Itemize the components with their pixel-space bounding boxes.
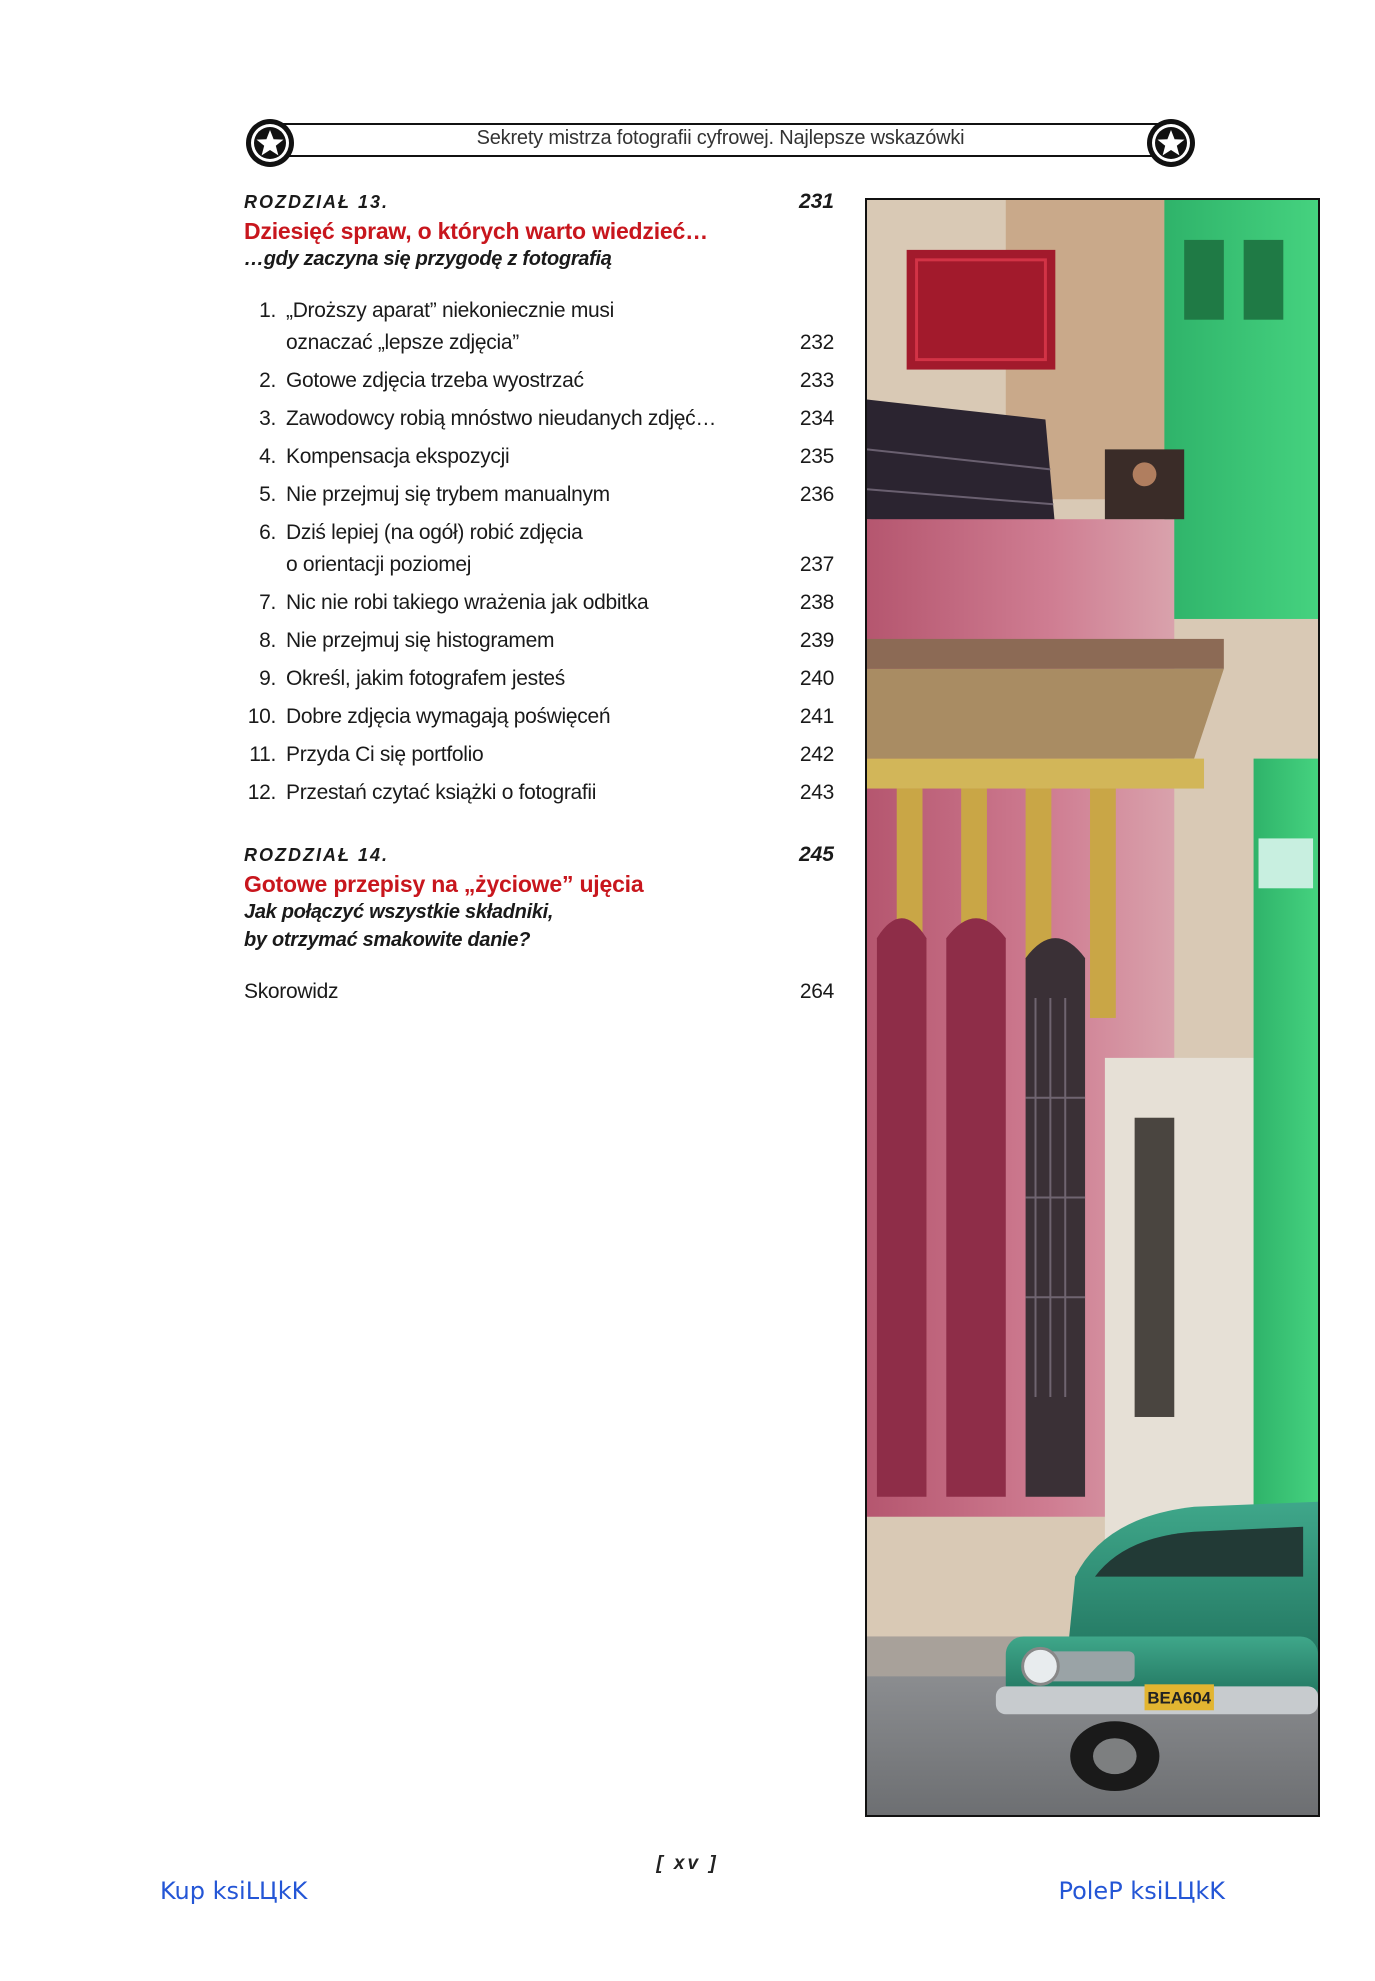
entry-number: 8. — [259, 629, 276, 652]
chapter-13-sections — [244, 295, 834, 809]
toc-entry[interactable] — [244, 365, 834, 397]
chapter-title: Dziesięć spraw, o których warto wiedzieć… — [244, 218, 708, 244]
chapter-14-heading — [244, 843, 834, 867]
index-entry[interactable] — [244, 980, 834, 1004]
toc-entry[interactable] — [244, 701, 834, 733]
header-rule-top — [274, 123, 1167, 125]
entry-number: 11. — [249, 743, 276, 766]
entry-number: 2. — [259, 369, 276, 392]
entry-title: Przestań czytać książki o fotografii — [286, 781, 597, 804]
toc-entry[interactable] — [244, 777, 834, 809]
entry-number: 10. — [247, 705, 276, 728]
entry-page: 241 — [799, 705, 834, 728]
index-label: Skorowidz — [244, 980, 339, 1003]
recommend-book-link[interactable]: PoleP ksiLЦkK — [1058, 1877, 1225, 1905]
entry-title: Określ, jakim fotografem jesteś — [286, 667, 565, 690]
entry-page: 232 — [799, 331, 834, 354]
toc-entry[interactable] — [244, 479, 834, 511]
chapter-page: 231 — [798, 190, 834, 213]
chapter-label: ROZDZIAŁ 13. — [244, 192, 390, 212]
entry-number: 6. — [259, 521, 276, 544]
street-scene-illustration — [867, 200, 1318, 1815]
entry-title: „Droższy aparat” niekoniecznie musi oznaczać „lepsze zdjęcia” — [286, 299, 614, 354]
index-page: 264 — [799, 980, 834, 1003]
entry-page: 238 — [799, 591, 834, 614]
entry-title: Nie przejmuj się histogramem — [286, 629, 555, 652]
entry-title: Nic nie robi takiego wrażenia jak odbitka — [286, 591, 649, 614]
entry-page: 234 — [799, 407, 834, 430]
toc-entry[interactable] — [244, 587, 834, 619]
entry-number: 3. — [259, 407, 276, 430]
chapter-title: Gotowe przepisy na „życiowe” ujęcia — [244, 871, 644, 897]
entry-page: 239 — [799, 629, 834, 652]
chapter-subtitle-line-2: by otrzymać smakowite danie? — [244, 929, 531, 951]
buy-book-link[interactable]: Kup ksiLЦkK — [160, 1877, 308, 1905]
entry-number: 12. — [247, 781, 276, 804]
chapter-subtitle: …gdy zaczyna się przygodę z fotografią — [244, 248, 612, 270]
entry-page: 237 — [799, 553, 834, 576]
entry-title: Dobre zdjęcia wymagają poświęceń — [286, 705, 611, 728]
page-folio: [ xv ] — [656, 1853, 719, 1874]
chapter-label: ROZDZIAŁ 14. — [244, 845, 390, 865]
chapter-14-block — [244, 843, 834, 954]
entry-number: 7. — [259, 591, 276, 614]
havana-street-photo — [865, 198, 1320, 1817]
entry-page: 235 — [799, 445, 834, 468]
running-header — [244, 117, 1197, 163]
entry-title: Nie przejmuj się trybem manualnym — [286, 483, 610, 506]
star-emblem-icon — [1145, 117, 1197, 169]
entry-title: Kompensacja ekspozycji — [286, 445, 510, 468]
entry-number: 4. — [259, 445, 276, 468]
license-plate: BEA604 — [1147, 1688, 1212, 1708]
chapter-13-heading — [244, 190, 834, 214]
table-of-contents — [244, 190, 834, 1004]
toc-entry[interactable] — [244, 295, 834, 359]
entry-title: Gotowe zdjęcia trzeba wyostrzać — [286, 369, 584, 392]
entry-page: 242 — [799, 743, 834, 766]
toc-entry[interactable] — [244, 441, 834, 473]
header-title: Sekrety mistrza fotografii cyfrowej. Najlepsze wskazówki — [476, 127, 965, 149]
chapter-subtitle-line-1: Jak połączyć wszystkie składniki, — [244, 901, 554, 923]
toc-entry[interactable] — [244, 625, 834, 657]
entry-number: 5. — [259, 483, 276, 506]
star-emblem-icon — [244, 117, 296, 169]
entry-page: 236 — [799, 483, 834, 506]
toc-entry[interactable] — [244, 663, 834, 695]
entry-page: 233 — [799, 369, 834, 392]
chapter-page: 245 — [798, 843, 834, 866]
entry-page: 243 — [799, 781, 834, 804]
entry-number: 1. — [259, 299, 276, 322]
entry-title: Przyda Ci się portfolio — [286, 743, 484, 766]
toc-entry[interactable] — [244, 739, 834, 771]
entry-title: Dziś lepiej (na ogół) robić zdjęcia o orientacji poziomej — [286, 521, 583, 576]
entry-title: Zawodowcy robią mnóstwo nieudanych zdjęć… — [286, 407, 717, 430]
toc-entry[interactable] — [244, 517, 834, 581]
toc-entry[interactable] — [244, 403, 834, 435]
entry-page: 240 — [799, 667, 834, 690]
entry-number: 9. — [259, 667, 276, 690]
header-rule-bottom — [274, 155, 1167, 157]
